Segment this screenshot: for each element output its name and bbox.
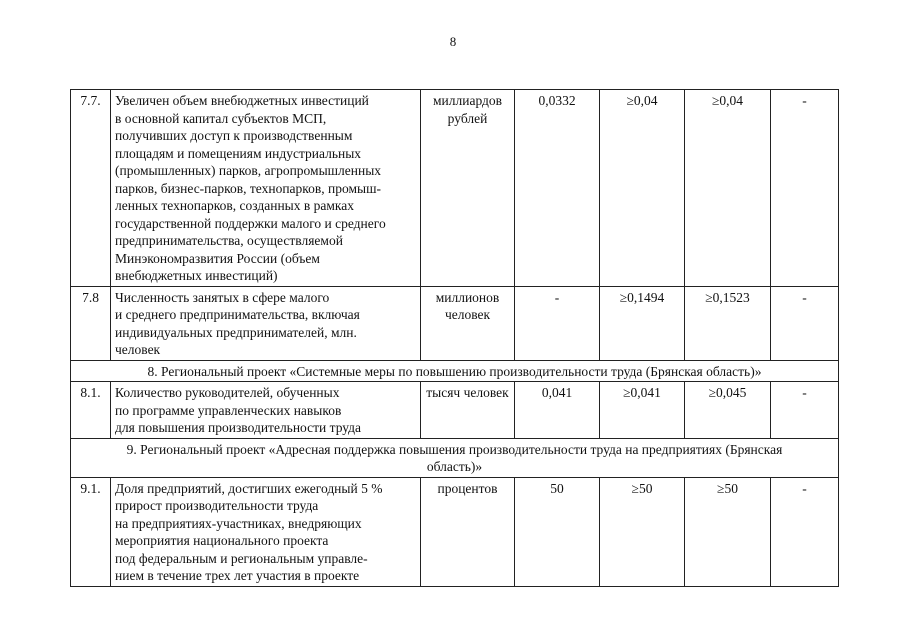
unit-line: миллиардов xyxy=(432,93,503,108)
description-line: мероприятия национального проекта xyxy=(115,533,329,548)
unit-line: миллионов xyxy=(435,289,500,305)
unit-line: человек xyxy=(444,307,491,322)
description-line: получивших доступ к производственным xyxy=(115,128,353,143)
description-line: (промышленных) парков, агропромышленных xyxy=(115,163,382,178)
page-number: 8 xyxy=(449,34,457,49)
indicator-description xyxy=(111,90,421,287)
section-title xyxy=(71,360,839,382)
row-number: 7.8 xyxy=(71,286,111,360)
unit-line: рублей xyxy=(447,110,488,126)
description-line: человек xyxy=(115,342,161,357)
section-row xyxy=(71,438,839,477)
unit-of-measure xyxy=(421,477,515,586)
section-row xyxy=(71,360,839,382)
table-row xyxy=(71,90,839,287)
target-value-1: ≥50 xyxy=(600,477,685,586)
section-title-line: область)» xyxy=(426,459,483,474)
target-value-2: ≥0,1523 xyxy=(685,286,771,360)
description-line: Увеличен объем внебюджетных инвестиций xyxy=(115,93,369,108)
description-line: ленных технопарков, созданных в рамках xyxy=(115,198,354,213)
description-line: внебюджетных инвестиций) xyxy=(115,268,278,283)
description-line: государственной поддержки малого и среднего xyxy=(115,215,386,231)
base-value: 50 xyxy=(515,477,600,586)
description-line: в основной капитал субъектов МСП, xyxy=(115,110,327,126)
description-line: Минэкономразвития России (объем xyxy=(115,250,320,266)
unit-line: тысяч человек xyxy=(426,385,509,400)
target-value-1: ≥0,04 xyxy=(600,90,685,287)
description-line: под федеральным и региональным управле- xyxy=(115,550,368,566)
table-row xyxy=(71,286,839,360)
unit-of-measure xyxy=(421,382,515,439)
target-value-2: ≥0,04 xyxy=(685,90,771,287)
description-line: на предприятиях-участниках, внедряющих xyxy=(115,515,362,531)
description-line: Численность занятых в сфере малого xyxy=(115,289,330,305)
row-number: 8.1. xyxy=(71,382,111,439)
section-title-line: 9. Региональный проект «Адресная поддержка повышения производительности труда на предприятиях (Брянская xyxy=(126,441,783,457)
target-value-2: ≥50 xyxy=(685,477,771,586)
target-value-3: - xyxy=(771,477,839,586)
indicator-description xyxy=(111,477,421,586)
description-line: и среднего предпринимательства, включая xyxy=(115,307,360,322)
target-value-1: ≥0,041 xyxy=(600,382,685,439)
row-number: 7.7. xyxy=(71,90,111,287)
description-line: прирост производительности труда xyxy=(115,498,319,513)
unit-line: процентов xyxy=(437,480,498,496)
description-line: индивидуальных предпринимателей, млн. xyxy=(115,324,357,340)
description-line: по программе управленческих навыков xyxy=(115,402,342,418)
unit-of-measure xyxy=(421,90,515,287)
indicator-description xyxy=(111,382,421,439)
unit-of-measure xyxy=(421,286,515,360)
base-value: 0,041 xyxy=(515,382,600,439)
section-title xyxy=(71,438,839,477)
description-line: Доля предприятий, достигших ежегодный 5 % xyxy=(115,480,383,496)
indicator-description xyxy=(111,286,421,360)
description-line: для повышения производительности труда xyxy=(115,420,362,435)
description-line: предпринимательства, осуществляемой xyxy=(115,233,343,248)
base-value: 0,0332 xyxy=(515,90,600,287)
table-body xyxy=(71,90,839,587)
target-value-3: - xyxy=(771,382,839,439)
description-line: парков, бизнес-парков, технопарков, промыш- xyxy=(115,180,382,196)
description-line: нием в течение трех лет участия в проекте xyxy=(115,568,360,583)
target-value-3: - xyxy=(771,90,839,287)
description-line: площадям и помещениям индустриальных xyxy=(115,145,362,161)
indicators-table xyxy=(70,89,839,587)
target-value-3: - xyxy=(771,286,839,360)
table-row xyxy=(71,382,839,439)
target-value-2: ≥0,045 xyxy=(685,382,771,439)
table-row xyxy=(71,477,839,586)
description-line: Количество руководителей, обученных xyxy=(115,385,340,400)
target-value-1: ≥0,1494 xyxy=(600,286,685,360)
row-number: 9.1. xyxy=(71,477,111,586)
section-title-line: 8. Региональный проект «Системные меры по повышению производительности труда (Брянская область)» xyxy=(147,363,762,379)
base-value: - xyxy=(515,286,600,360)
